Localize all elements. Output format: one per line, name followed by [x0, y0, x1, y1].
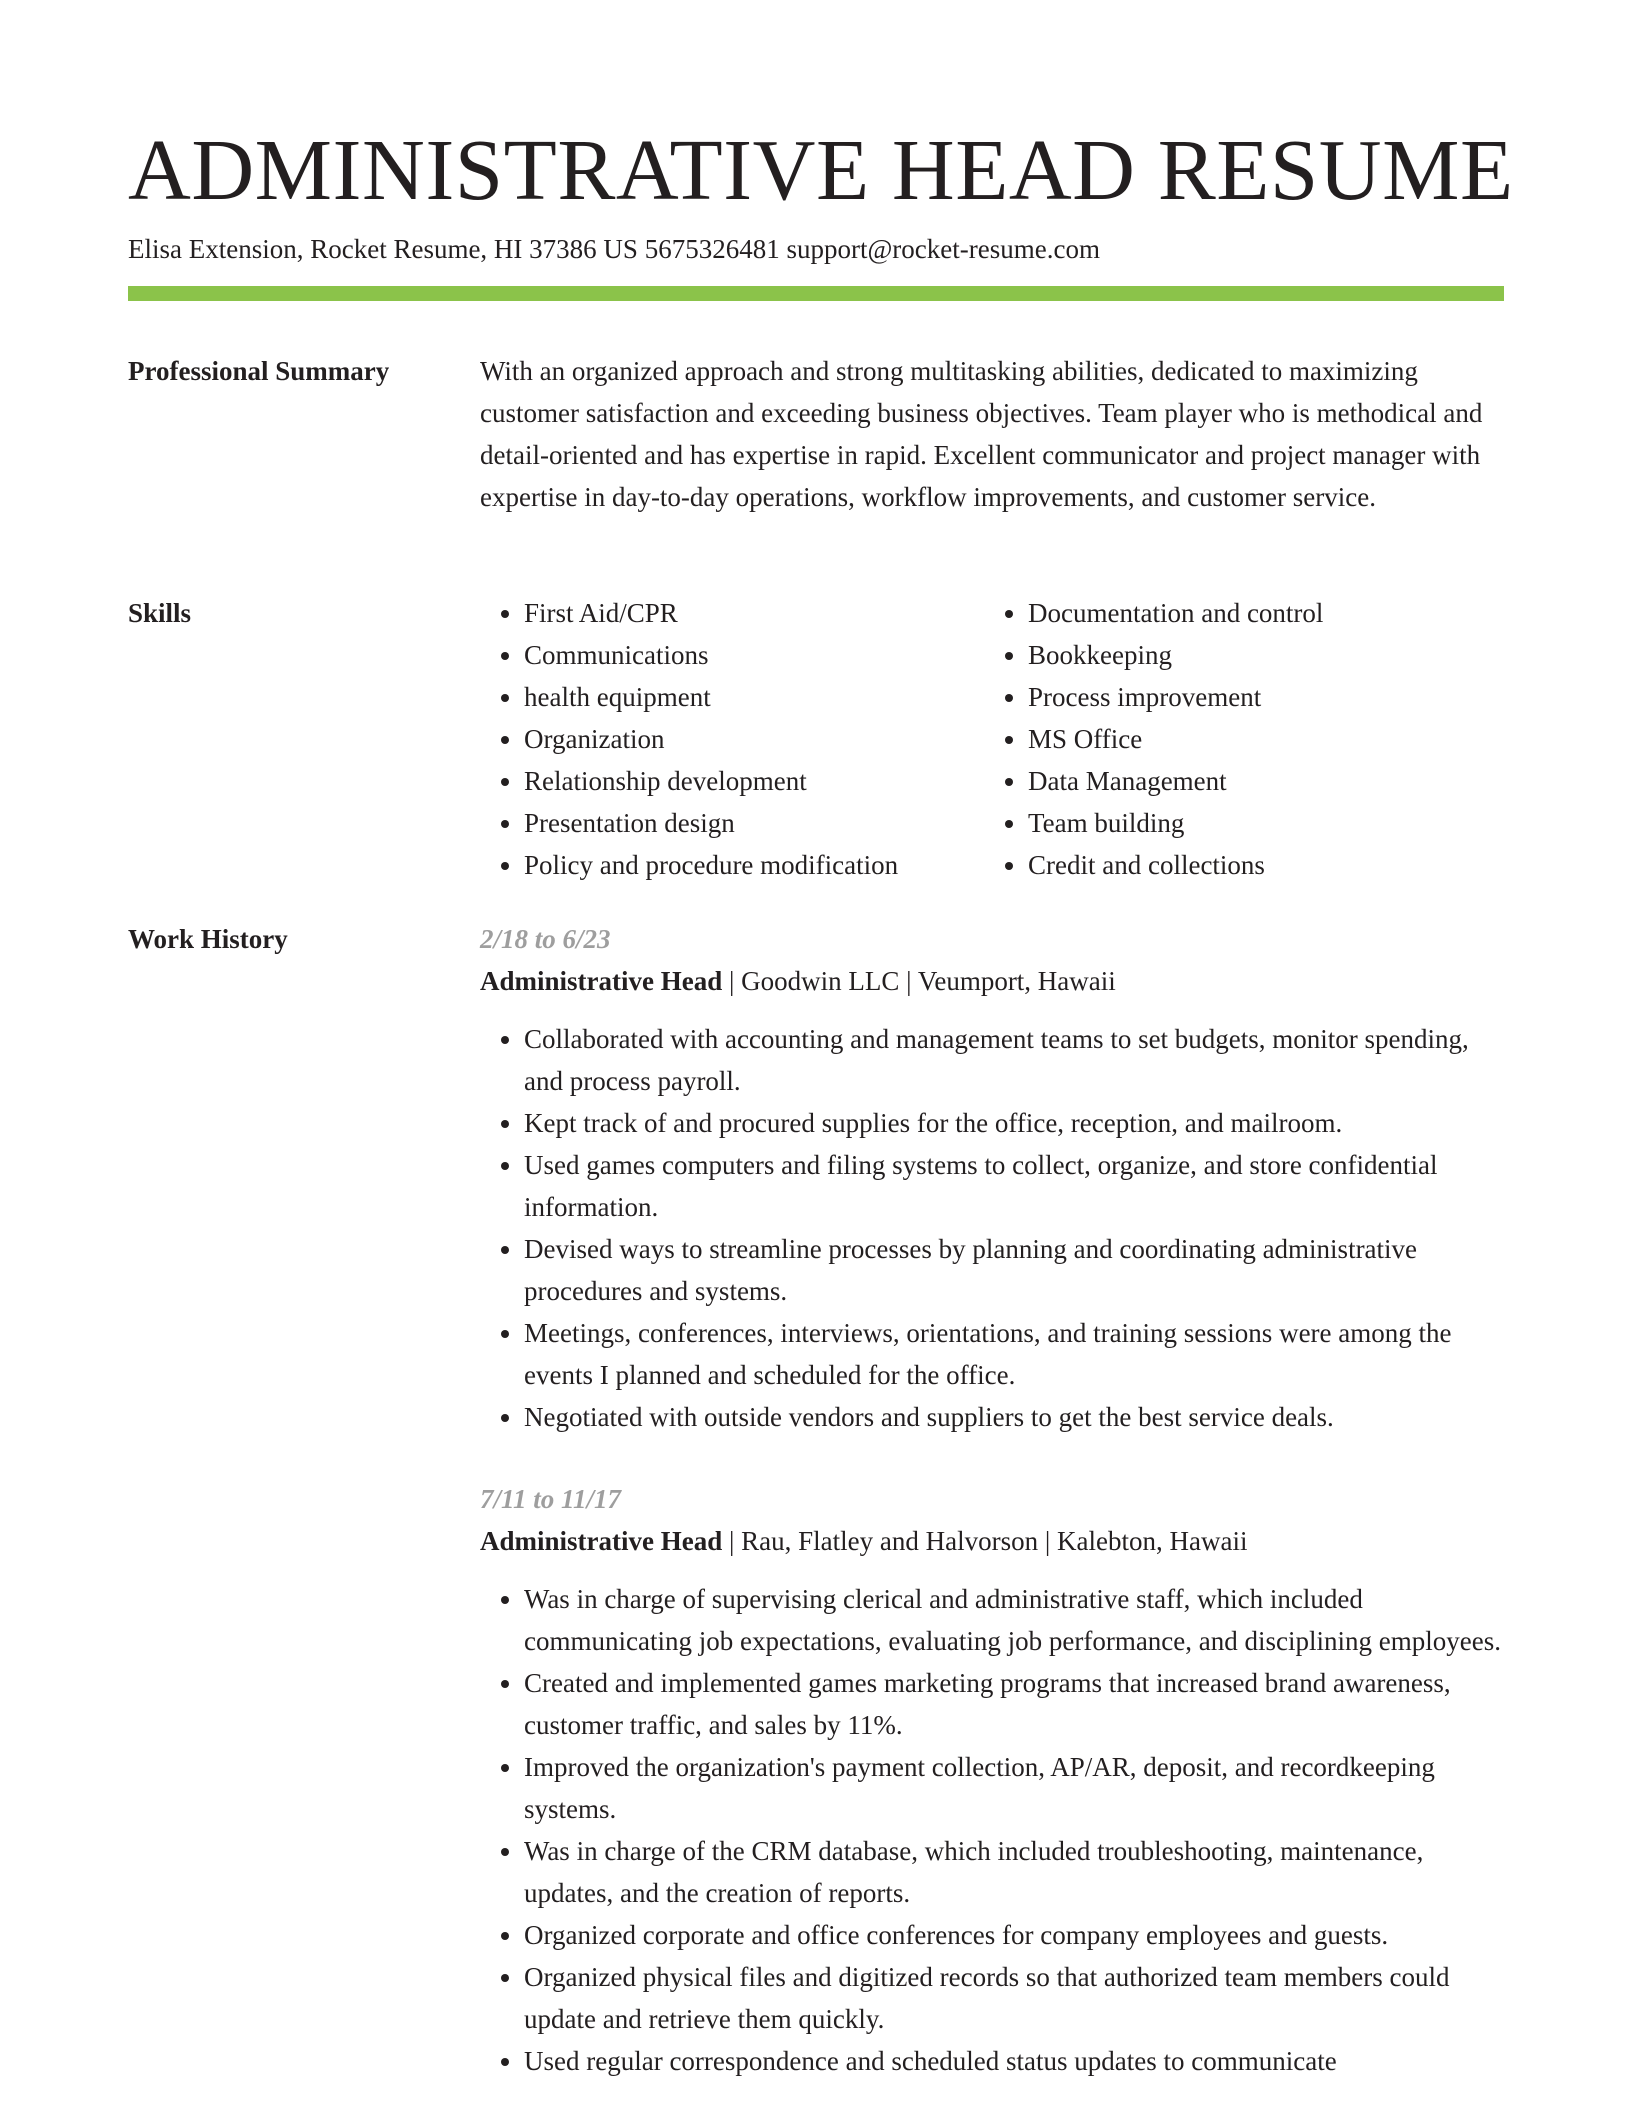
job-bullet: • Was in charge of the CRM database, which included troubleshooting, maintenance, updates, and the creation of reports. [524, 1830, 1504, 1914]
work-history-label: Work History [128, 924, 288, 954]
skill-item: • Team building [1028, 802, 1498, 844]
job-separator: | [899, 966, 918, 996]
skill-item: • First Aid/CPR [524, 592, 984, 634]
skill-item: • health equipment [524, 676, 984, 718]
job-dates: 2/18 to 6/23 [480, 924, 611, 954]
job-heading [480, 1520, 1504, 1562]
job-bullet-list [480, 1018, 1504, 1438]
skill-item: • Process improvement [1028, 676, 1498, 718]
job-separator: | [1038, 1526, 1058, 1556]
summary-text: With an organized approach and strong multitasking abilities, dedicated to maximizing customer satisfaction and exceeding business objectives. Team player who is methodical and detail-oriented and has expertise in rapid. Excellent communicator and project manager with expertise in day-to-day operations, workflow improvements, and customer service. [480, 356, 1483, 512]
job-location: Kalebton, Hawaii [1057, 1526, 1248, 1556]
summary-section [480, 350, 1504, 518]
skill-item: • Relationship development [524, 760, 984, 802]
job-dates: 7/11 to 11/17 [480, 1484, 622, 1514]
skill-item: • Data Management [1028, 760, 1498, 802]
job-company: Goodwin LLC [741, 966, 900, 996]
job-bullet: • Used regular correspondence and scheduled status updates to communicate [524, 2040, 1504, 2082]
job-bullet: • Created and implemented games marketing programs that increased brand awareness, customer traffic, and sales by 11%. [524, 1662, 1504, 1746]
job-bullet: • Devised ways to streamline processes by planning and coordinating administrative procedures and systems. [524, 1228, 1504, 1312]
job-bullet: • Improved the organization's payment collection, AP/AR, deposit, and recordkeeping systems. [524, 1746, 1504, 1830]
work-history-section [480, 918, 1504, 2082]
summary-label: Professional Summary [128, 356, 390, 386]
job-bullet: • Organized physical files and digitized records so that authorized team members could update and retrieve them quickly. [524, 1956, 1504, 2040]
skills-list-left [480, 592, 984, 886]
job-bullet: • Negotiated with outside vendors and suppliers to get the best service deals. [524, 1396, 1504, 1438]
job-bullet: • Kept track of and procured supplies for the office, reception, and mailroom. [524, 1102, 1504, 1144]
skill-item: • Communications [524, 634, 984, 676]
job-separator: | [722, 966, 742, 996]
contact-line: Elisa Extension, Rocket Resume, HI 37386 US 5675326481 support@rocket-resume.com [128, 234, 1100, 264]
job-location: Veumport, Hawaii [917, 966, 1116, 996]
job-company: Rau, Flatley and Halvorson [741, 1526, 1039, 1556]
skill-item: • Bookkeeping [1028, 634, 1498, 676]
skill-item: • MS Office [1028, 718, 1498, 760]
job-bullet: • Was in charge of supervising clerical and administrative staff, which included communicating job expectations, evaluating job performance, and disciplining employees. [524, 1578, 1504, 1662]
job-bullet: • Collaborated with accounting and management teams to set budgets, monitor spending, and process payroll. [524, 1018, 1504, 1102]
job-bullet: • Meetings, conferences, interviews, orientations, and training sessions were among the events I planned and scheduled for the office. [524, 1312, 1504, 1396]
job-title: Administrative Head [480, 1526, 723, 1556]
header-divider [128, 286, 1504, 301]
job-title: Administrative Head [480, 966, 723, 996]
job-bullet: • Used games computers and filing systems to collect, organize, and store confidential information. [524, 1144, 1504, 1228]
skills-list-right [984, 592, 1498, 886]
job-bullet: • Organized corporate and office conferences for company employees and guests. [524, 1914, 1504, 1956]
skill-item: • Credit and collections [1028, 844, 1498, 886]
job-entry [480, 1478, 1504, 2082]
job-heading [480, 960, 1504, 1002]
skill-item: • Policy and procedure modification [524, 844, 984, 886]
skills-section [480, 592, 1504, 886]
skill-item: • Documentation and control [1028, 592, 1498, 634]
job-bullet-list [480, 1578, 1504, 2082]
job-separator: | [722, 1526, 742, 1556]
skills-label: Skills [128, 598, 192, 628]
job-entry [480, 918, 1504, 1438]
resume-title: ADMINISTRATIVE HEAD RESUME [128, 121, 1514, 218]
skill-item: • Organization [524, 718, 984, 760]
skill-item: • Presentation design [524, 802, 984, 844]
